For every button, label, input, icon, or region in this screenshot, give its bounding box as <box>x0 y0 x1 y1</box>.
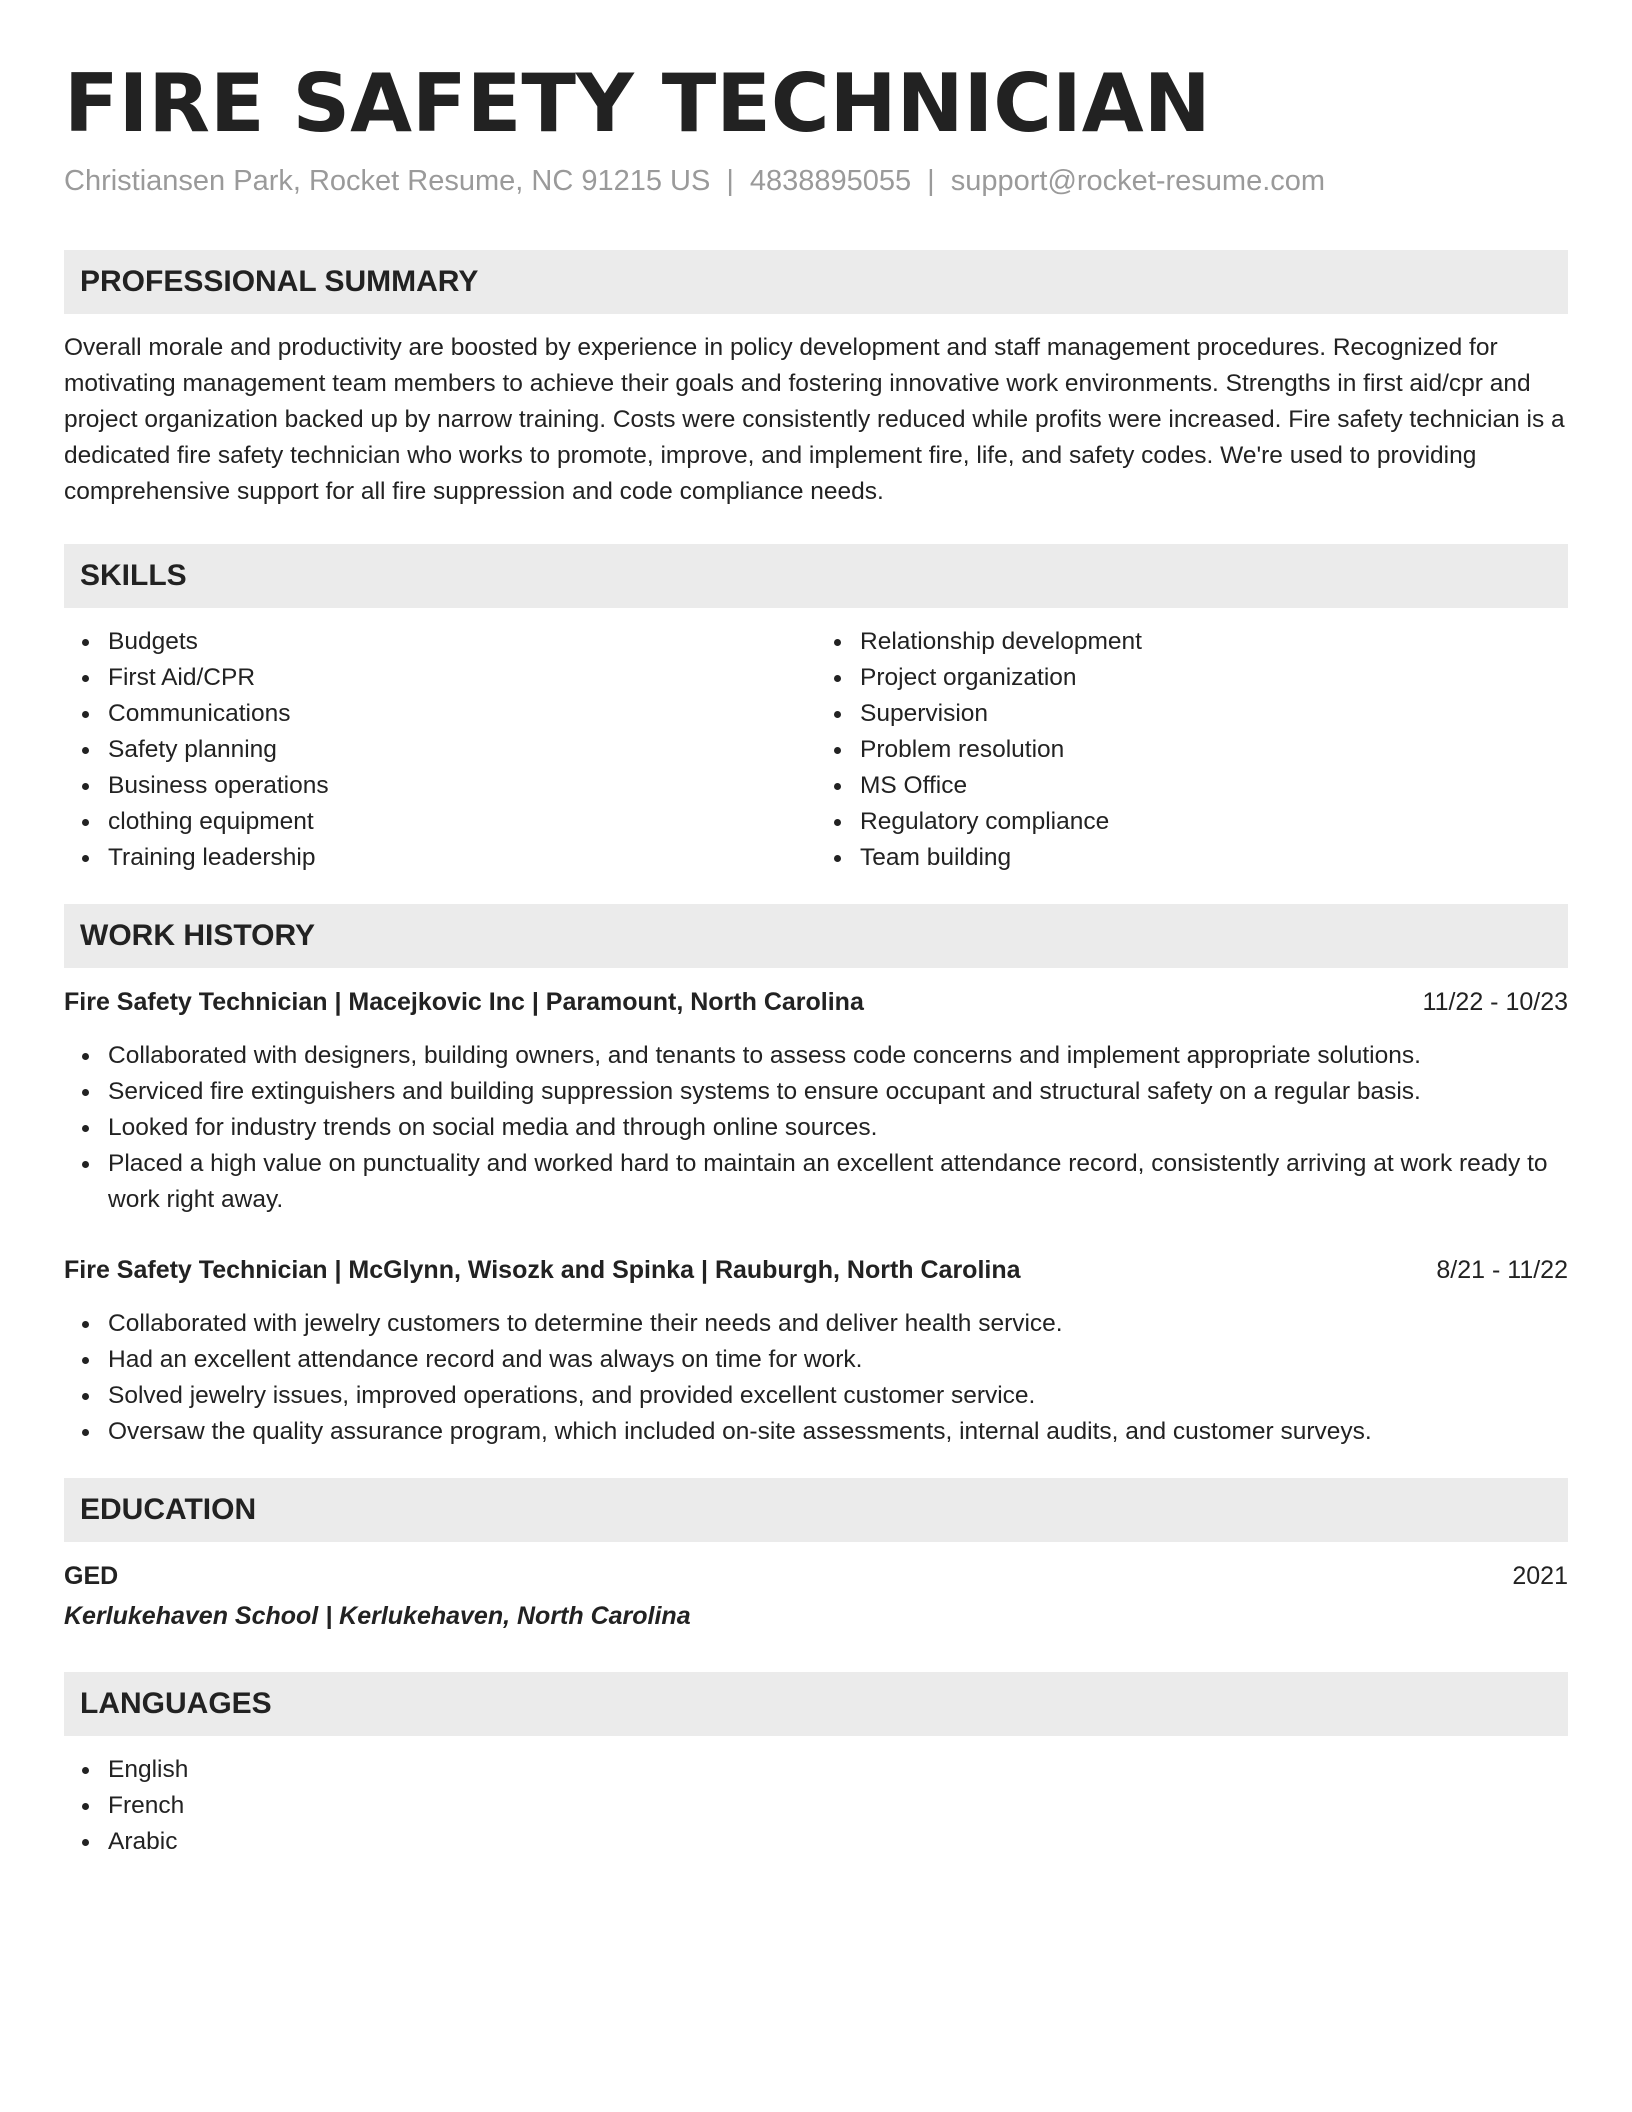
language-item: English <box>108 1752 1568 1788</box>
education-degree: GED <box>64 1562 119 1590</box>
education-header <box>64 1558 1568 1594</box>
skill-item: Supervision <box>860 696 1568 732</box>
job-title: Fire Safety Technician | Macejkovic Inc | Paramount, North Carolina <box>64 988 864 1016</box>
skill-item: Business operations <box>108 768 816 804</box>
contact-separator: | <box>726 165 734 197</box>
language-item: French <box>108 1788 1568 1824</box>
language-item: Arabic <box>108 1824 1568 1860</box>
skill-item: Safety planning <box>108 732 816 768</box>
section-heading-languages: LANGUAGES <box>64 1672 1568 1736</box>
skill-item: First Aid/CPR <box>108 660 816 696</box>
job-bullets <box>64 1306 1568 1450</box>
summary-text: Overall morale and productivity are boosted by experience in policy development and staff management procedures. Recognized for motivating management team members to achieve their goals and fostering innovative work environments. Strengths in first aid/cpr and project organization backed up by narrow training. Costs were consistently reduced while profits were increased. Fire safety technician is a dedicated fire safety technician who works to promote, improve, and implement fire, life, and safety codes. We're used to providing comprehensive support for all fire suppression and code compliance needs. <box>64 334 1565 505</box>
skills-list <box>64 624 1568 876</box>
job-bullet: Serviced fire extinguishers and building suppression systems to ensure occupant and structural safety on a regular basis. <box>108 1074 1568 1110</box>
job-bullet: Placed a high value on punctuality and worked hard to maintain an excellent attendance record, consistently arriving at work ready to work right away. <box>108 1146 1568 1218</box>
skill-item: Regulatory compliance <box>860 804 1568 840</box>
job-bullet: Collaborated with jewelry customers to determine their needs and deliver health service. <box>108 1306 1568 1342</box>
contact-phone: 4838895055 <box>749 165 912 197</box>
skill-item: MS Office <box>860 768 1568 804</box>
job-header <box>64 1252 1568 1288</box>
skills-column-left <box>64 624 816 876</box>
skill-item: Project organization <box>860 660 1568 696</box>
skill-item: Training leadership <box>108 840 816 876</box>
job-title: Fire Safety Technician | McGlynn, Wisozk and Spinka | Rauburgh, North Carolina <box>64 1256 1021 1284</box>
job-bullet: Oversaw the quality assurance program, which included on-site assessments, internal audits, and customer surveys. <box>108 1414 1568 1450</box>
job-bullet: Collaborated with designers, building owners, and tenants to assess code concerns and implement appropriate solutions. <box>108 1038 1568 1074</box>
education-school: Kerlukehaven School | Kerlukehaven, North Carolina <box>64 1602 691 1630</box>
job-entry <box>64 984 1568 1218</box>
education-year: 2021 <box>1512 1562 1568 1590</box>
section-heading-education: EDUCATION <box>64 1478 1568 1542</box>
section-heading-skills: SKILLS <box>64 544 1568 608</box>
resume-name: FIRE SAFETY TECHNICIAN <box>64 57 1211 150</box>
languages-list <box>64 1752 1568 1860</box>
skill-item: Team building <box>860 840 1568 876</box>
skill-item: Communications <box>108 696 816 732</box>
section-heading-work-history: WORK HISTORY <box>64 904 1568 968</box>
job-dates: 11/22 - 10/23 <box>1422 988 1568 1016</box>
skill-item: Budgets <box>108 624 816 660</box>
contact-email: support@rocket-resume.com <box>950 165 1326 197</box>
contact-separator: | <box>927 165 935 197</box>
skill-item: clothing equipment <box>108 804 816 840</box>
contact-line <box>64 162 1568 200</box>
job-bullet: Solved jewelry issues, improved operations, and provided excellent customer service. <box>108 1378 1568 1414</box>
contact-address: Christiansen Park, Rocket Resume, NC 91215 US <box>64 165 711 197</box>
skills-column-right <box>816 624 1568 876</box>
job-bullet: Had an excellent attendance record and was always on time for work. <box>108 1342 1568 1378</box>
job-entry <box>64 1252 1568 1450</box>
skill-item: Relationship development <box>860 624 1568 660</box>
job-header <box>64 984 1568 1020</box>
section-heading-summary: PROFESSIONAL SUMMARY <box>64 250 1568 314</box>
job-bullet: Looked for industry trends on social media and through online sources. <box>108 1110 1568 1146</box>
job-dates: 8/21 - 11/22 <box>1436 1256 1568 1284</box>
skill-item: Problem resolution <box>860 732 1568 768</box>
job-bullets <box>64 1038 1568 1218</box>
